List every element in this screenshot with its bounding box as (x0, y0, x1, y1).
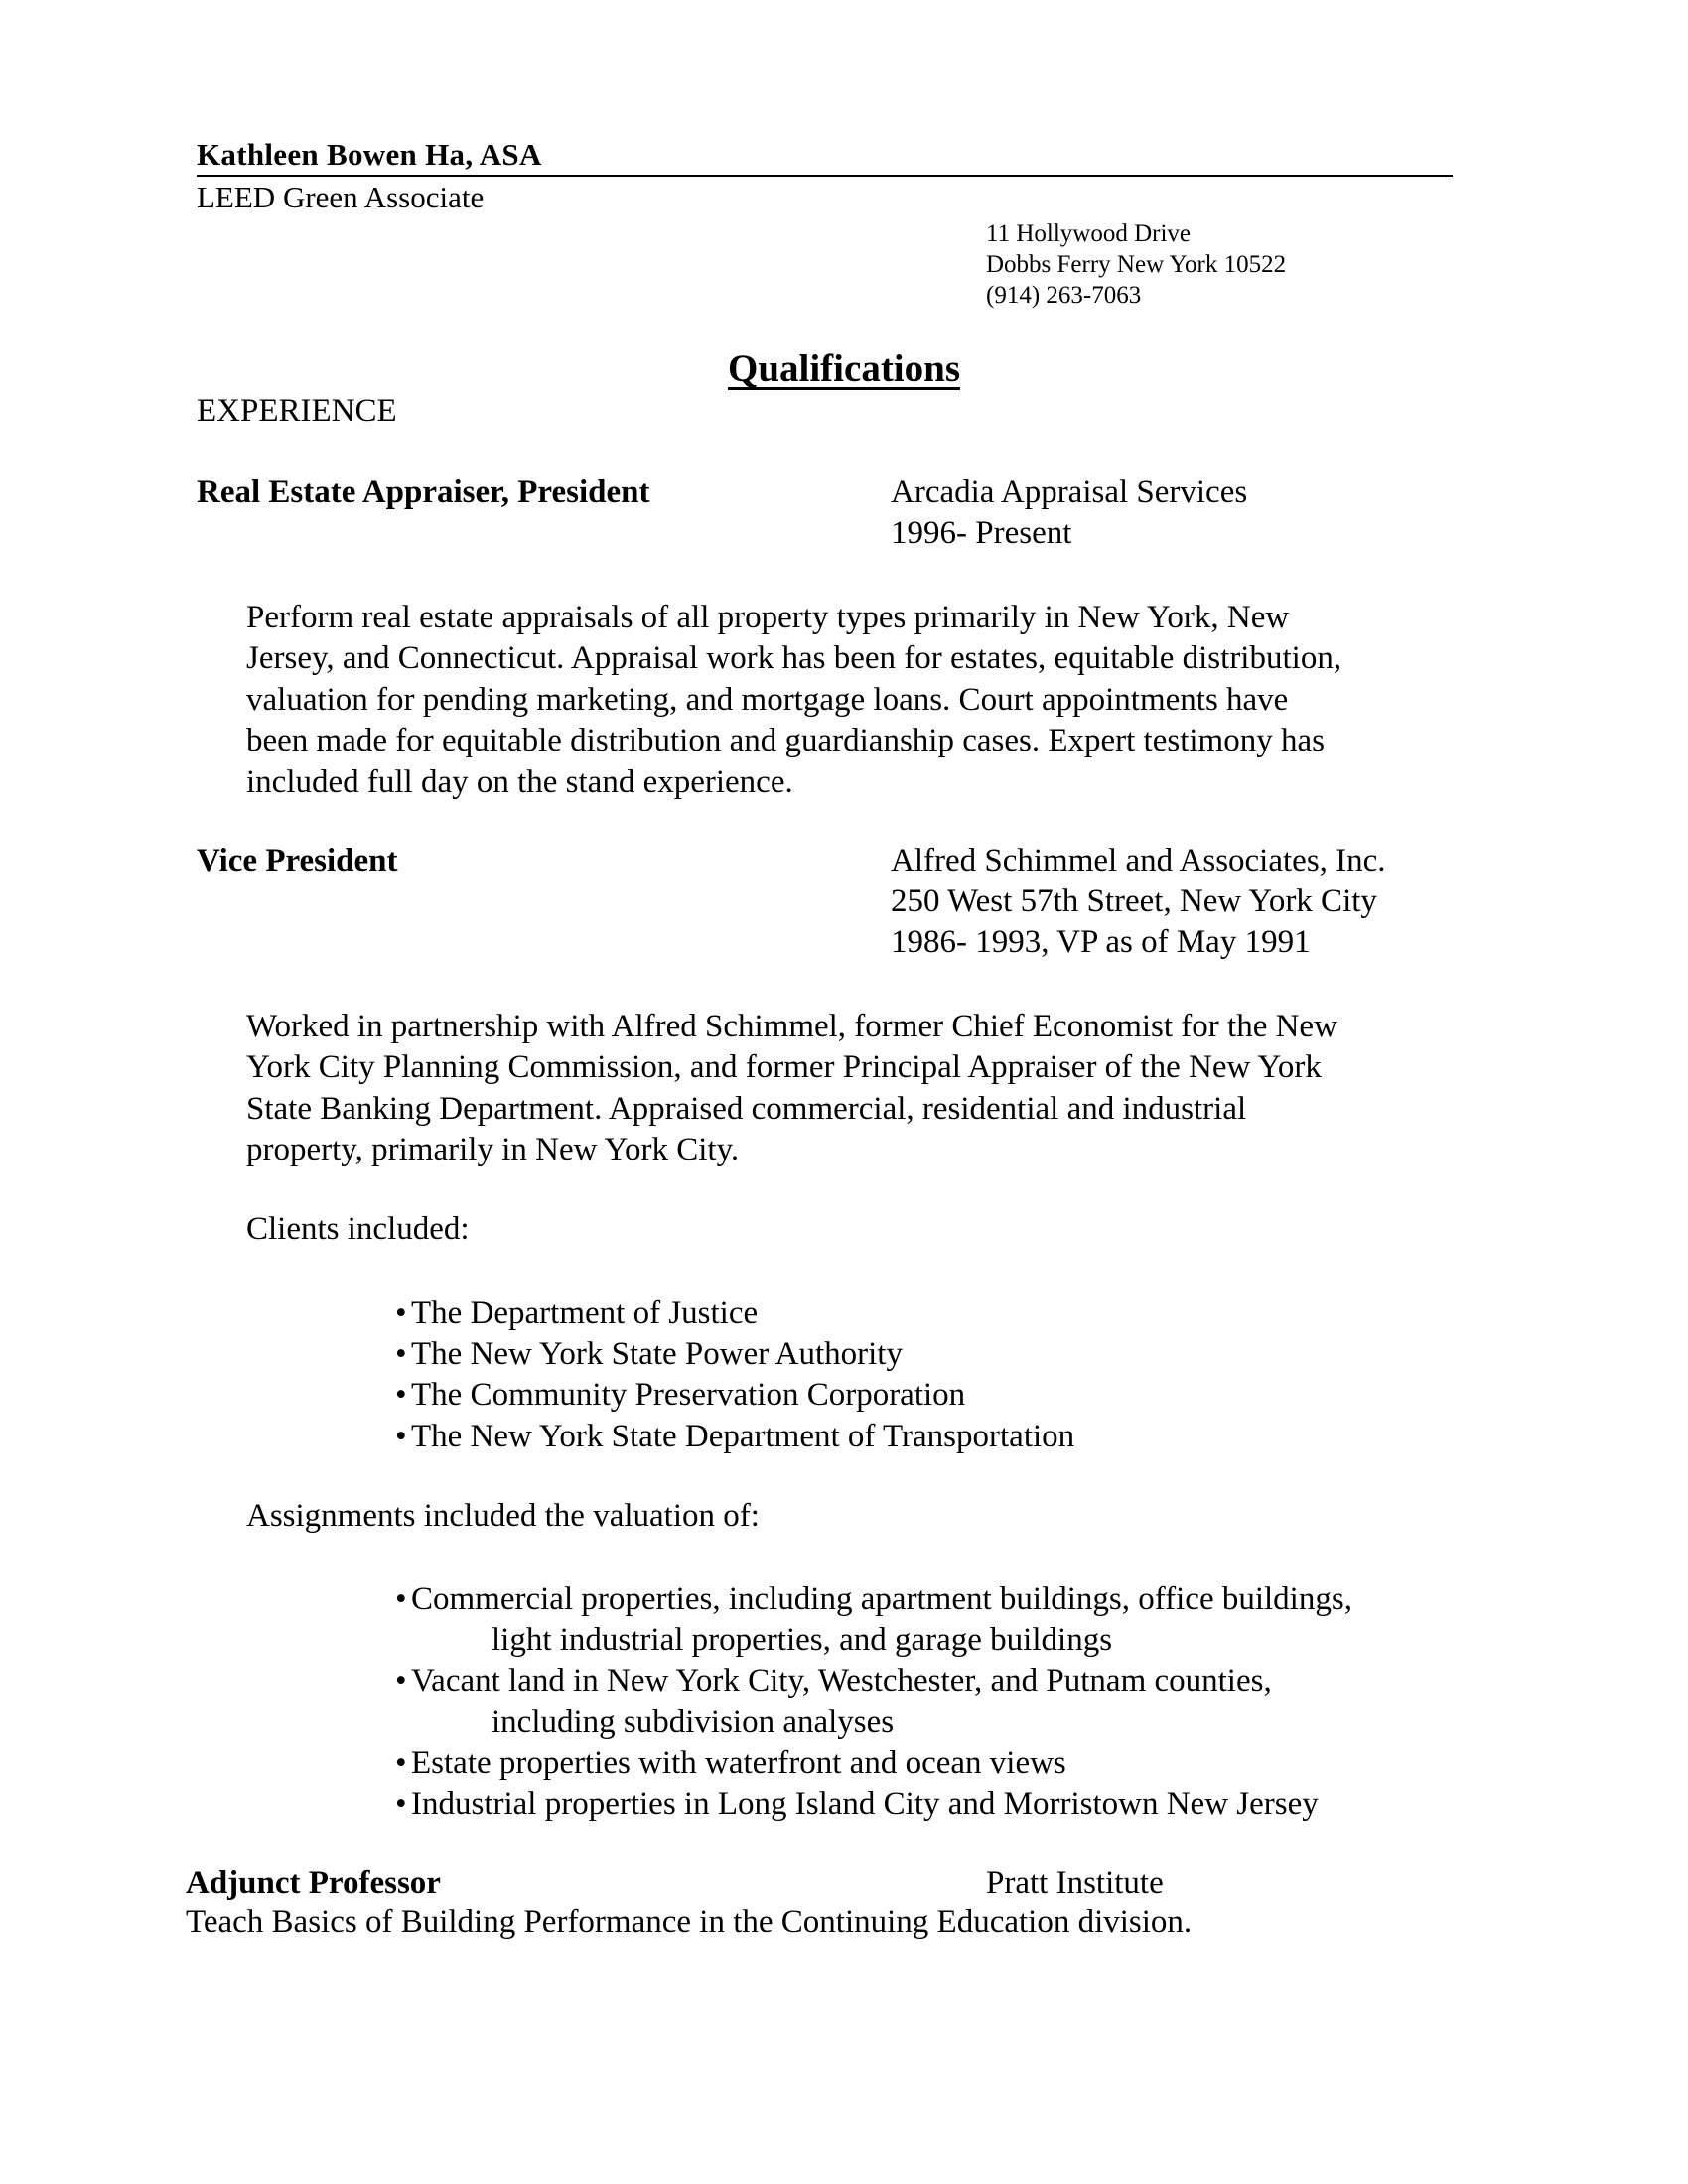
bullet: • (395, 1336, 407, 1373)
bullet: • (395, 1744, 407, 1781)
list-item (395, 1375, 1074, 1416)
list-item (395, 1417, 1074, 1457)
clients-list (395, 1294, 1074, 1457)
job-title: Real Estate Appraiser, President (197, 475, 650, 510)
list-item (395, 1743, 1352, 1784)
address-city: Dobbs Ferry New York 10522 (986, 251, 1287, 278)
section-heading: EXPERIENCE (197, 393, 397, 429)
job-description (186, 1902, 1192, 1943)
page-title-text: Qualifications (727, 347, 961, 390)
job-employer: Pratt Institute (986, 1865, 1164, 1901)
list-item (395, 1579, 1352, 1620)
job-description (246, 1007, 1337, 1171)
assignment-text: Industrial properties in Long Island City and Morristown New Jersey (411, 1785, 1319, 1822)
name-underline (197, 175, 1453, 177)
bullet: • (395, 1377, 407, 1414)
assignments-list (395, 1579, 1352, 1825)
description-line: State Banking Department. Appraised commercial, residential and industrial (246, 1090, 1247, 1127)
address-phone: (914) 263-7063 (986, 282, 1142, 309)
bullet: • (395, 1418, 407, 1454)
bullet: • (395, 1581, 407, 1617)
client-name: The New York State Power Authority (411, 1336, 903, 1373)
bullet: • (395, 1663, 407, 1700)
description-line: Teach Basics of Building Performance in the Continuing Education division. (186, 1904, 1193, 1940)
assignment-text: Commercial properties, including apartment buildings, office buildings, (411, 1581, 1352, 1617)
credential: LEED Green Associate (197, 180, 485, 214)
job-title: Vice President (197, 843, 398, 879)
description-line: included full day on the stand experience. (246, 763, 793, 800)
description-line: been made for equitable distribution and guardianship cases. Expert testimony has (246, 723, 1325, 759)
description-line: property, primarily in New York City. (246, 1132, 740, 1168)
assignment-text: Estate properties with waterfront and ocean views (411, 1744, 1066, 1781)
list-item (395, 1661, 1352, 1702)
job-description (246, 598, 1341, 803)
job-employer: Alfred Schimmel and Associates, Inc. (891, 843, 1386, 879)
client-name: The Department of Justice (411, 1296, 759, 1331)
description-line: York City Planning Commission, and former Principal Appraiser of the New York (246, 1049, 1322, 1086)
assignments-label: Assignments included the valuation of: (246, 1498, 760, 1534)
list-item (395, 1294, 1074, 1334)
job-address: 250 West 57th Street, New York City (891, 884, 1377, 919)
description-line: Jersey, and Connecticut. Appraisal work has been for estates, equitable distribution, (246, 640, 1342, 677)
address-street: 11 Hollywood Drive (986, 220, 1191, 247)
list-item-continuation: light industrial properties, and garage buildings (492, 1622, 1113, 1659)
job-employer: Arcadia Appraisal Services (891, 475, 1248, 510)
description-line: Worked in partnership with Alfred Schimmel, former Chief Economist for the New (246, 1009, 1337, 1044)
assignment-text: Vacant land in New York City, Westchester, and Putnam counties, (411, 1663, 1272, 1700)
job-title: Adjunct Professor (186, 1865, 441, 1901)
client-name: The New York State Department of Transportation (411, 1418, 1075, 1454)
job-dates: 1986- 1993, VP as of May 1991 (891, 924, 1311, 960)
job-dates: 1996- Present (891, 515, 1072, 551)
list-item (395, 1334, 1074, 1375)
bullet: • (395, 1296, 407, 1331)
page-title (0, 346, 1688, 391)
description-line: valuation for pending marketing, and mortgage loans. Court appointments have (246, 681, 1289, 718)
clients-label: Clients included: (246, 1211, 470, 1247)
bullet: • (395, 1785, 407, 1822)
list-item-continuation: including subdivision analyses (492, 1704, 895, 1740)
client-name: The Community Preservation Corporation (411, 1377, 966, 1414)
applicant-name: Kathleen Bowen Ha, ASA (197, 137, 542, 172)
list-item (395, 1784, 1352, 1825)
description-line: Perform real estate appraisals of all property types primarily in New York, New (246, 600, 1290, 635)
